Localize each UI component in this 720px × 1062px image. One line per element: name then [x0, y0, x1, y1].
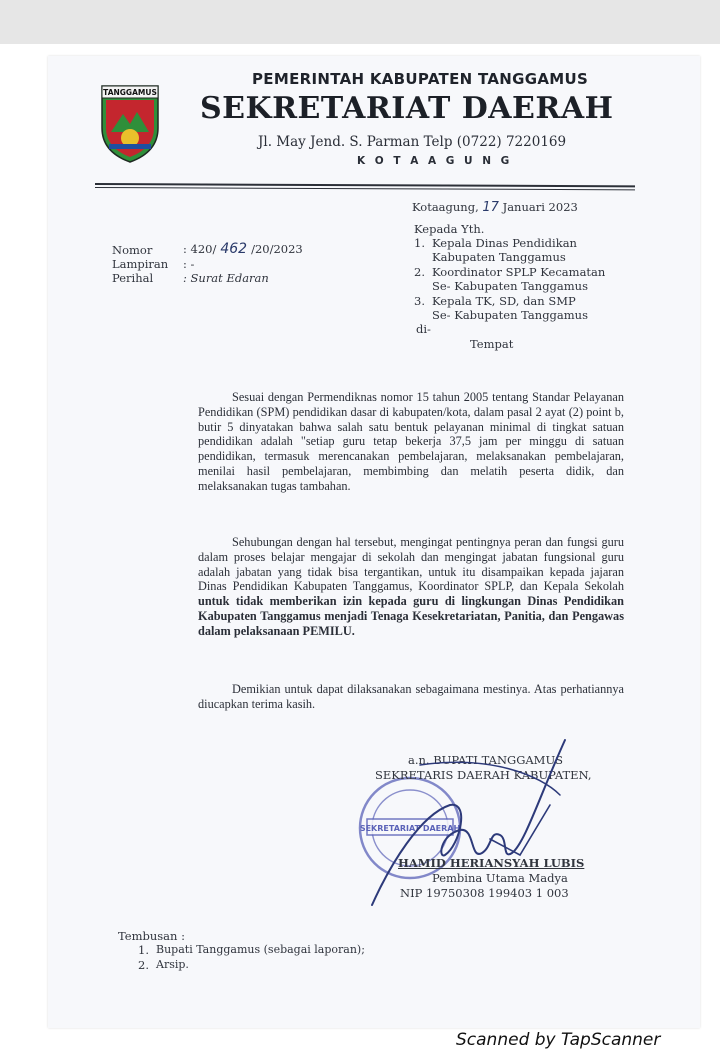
- government-title: PEMERINTAH KABUPATEN TANGGAMUS: [252, 70, 589, 88]
- body-paragraph-1: Sesuai dengan Permendiknas nomor 15 tahun 2005 tentang Standar Pelayanan Pendidikan (SPM) pendidikan dasar di kabupaten/kota, dalam pasal 2 ayat (2) point b, butir 5 dinyatakan bahwa salah satu bentuk pelayanan minimal di tingkat satuan pendidikan adalah "setiap guru tetap bekerja 37,5 jam per minggu di satuan pendidikan, termasuk merencanakan pembelajaran, melaksanakan pembelajaran, menilai hasil pembelajaran, membimbing dan melatih peserta didik, dan melaksanakan tugas tambahan.: [198, 390, 624, 493]
- office-address: Jl. May Jend. S. Parman Telp (0722) 7220169: [258, 134, 567, 150]
- recipient-tempat: Tempat: [470, 337, 514, 351]
- recipient-line: Koordinator SPLP Kecamatan: [432, 265, 606, 279]
- recipient-line: Se- Kabupaten Tanggamus: [432, 279, 588, 293]
- tanggamus-logo: [99, 84, 161, 164]
- lampiran-value: : -: [183, 257, 195, 271]
- perihal-label: Perihal: [112, 271, 154, 285]
- date-day-handwritten: 17: [482, 200, 499, 215]
- office-city: K O T A A G U N G: [357, 155, 513, 167]
- tembusan-num: 2.: [138, 958, 149, 972]
- svg-text:TANGGAMUS: TANGGAMUS: [103, 88, 157, 97]
- recipient-num: 3.: [414, 294, 425, 308]
- tembusan-label: Tembusan :: [118, 929, 185, 943]
- body-paragraph-2: Sehubungan dengan hal tersebut, mengingat pentingnya peran dan fungsi guru dalam proses belajar mengajar di sekolah dan mengingat jabatan fungsional guru adalah jabatan yang tidak bisa tergantikan, untuk itu disampaikan kepada jajaran Dinas Pendidikan Kabupaten Tanggamus, Koordinator SPLP, dan Kepala Sekolah untuk tidak memberikan izin kepada guru di lingkungan Dinas Pendidikan Kabupaten Tanggamus menjadi Tenaga Kesekretariatan, Panitia, dan Pengawas dalam pelaksanaan PEMILU.: [198, 535, 624, 638]
- perihal-value: : Surat Edaran: [183, 271, 269, 285]
- svg-text:SEKRETARIAT DAERAH: SEKRETARIAT DAERAH: [359, 824, 461, 833]
- recipient-line: Kabupaten Tanggamus: [432, 250, 566, 264]
- tembusan-item: Arsip.: [156, 958, 189, 971]
- signatory-nip: NIP 19750308 199403 1 003: [400, 886, 569, 900]
- lampiran-label: Lampiran: [112, 257, 169, 271]
- tembusan-item: Bupati Tanggamus (sebagai laporan);: [156, 943, 365, 956]
- nomor-label: Nomor: [112, 243, 153, 257]
- app-top-bar: [0, 0, 720, 44]
- body-paragraph-2-emphasis: untuk tidak memberikan izin kepada guru di lingkungan Dinas Pendidikan Kabupaten Tanggamus menjadi Tenaga Kesekretariatan, Panitia, dan Pengawas dalam pelaksanaan PEMILU.: [198, 594, 624, 638]
- signatory-name: HAMID HERIANSYAH LUBIS: [398, 856, 585, 870]
- recipient-line: Se- Kabupaten Tanggamus: [432, 308, 588, 322]
- recipient-di: di-: [416, 322, 431, 336]
- scanner-watermark: Scanned by TapScanner: [456, 1030, 661, 1050]
- recipient-num: 1.: [414, 236, 425, 250]
- tembusan-num: 1.: [138, 943, 149, 957]
- recipient-line: Kepala TK, SD, dan SMP: [432, 294, 576, 308]
- signatory-rank: Pembina Utama Madya: [432, 871, 568, 885]
- recipient-intro: Kepada Yth.: [414, 222, 485, 236]
- nomor-value: : 420/ 462 /20/2023: [183, 241, 303, 257]
- handwritten-signature: [350, 735, 590, 925]
- letter-date: Kotaagung, 17 Januari 2023: [412, 200, 578, 215]
- office-title: SEKRETARIAT DAERAH: [200, 91, 614, 126]
- recipient-line: Kepala Dinas Pendidikan: [432, 236, 577, 250]
- recipient-num: 2.: [414, 265, 425, 279]
- nomor-handwritten: 462: [220, 241, 248, 257]
- signature-line-2: SEKRETARIS DAERAH KABUPATEN,: [375, 768, 592, 782]
- signature-line-1: a.n. BUPATI TANGGAMUS: [408, 753, 564, 767]
- body-paragraph-3: Demikian untuk dapat dilaksanakan sebagaimana mestinya. Atas perhatiannya diucapkan terima kasih.: [198, 682, 624, 711]
